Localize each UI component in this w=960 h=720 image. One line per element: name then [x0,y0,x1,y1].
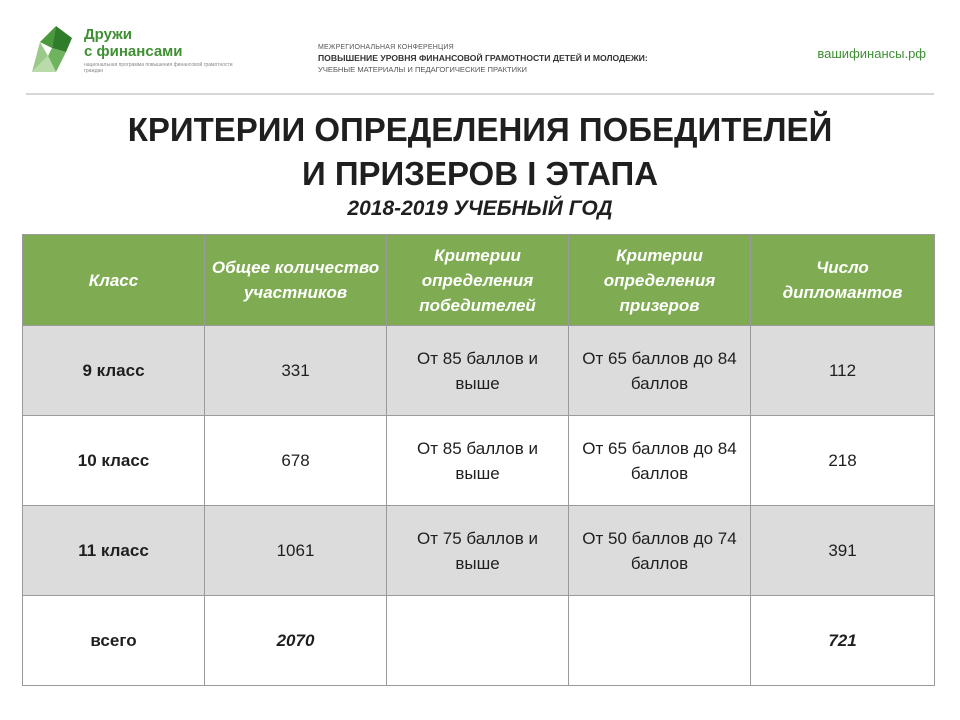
cell-participants: 331 [205,326,387,416]
logo-subtitle: национальная программа повышения финансовой грамотности граждан [84,62,233,74]
cell-prizes: От 50 баллов до 74 баллов [569,506,751,596]
cell-class: всего [23,596,205,686]
conference-line2: ПОВЫШЕНИЕ УРОВНЯ ФИНАНСОВОЙ ГРАМОТНОСТИ ДЕТЕЙ И МОЛОДЕЖИ: [318,53,648,63]
cell-winners: От 75 баллов и выше [387,506,569,596]
conference-info [318,42,758,75]
cell-class: 10 класс [23,416,205,506]
cell-diplomas: 391 [751,506,935,596]
table-row [23,416,935,506]
cell-winners: От 85 баллов и выше [387,416,569,506]
title-line2: И ПРИЗЕРОВ I ЭТАПА [301,155,659,192]
cell-participants: 1061 [205,506,387,596]
horse-logo-icon [26,22,76,76]
table-header-row [23,235,935,326]
cell-winners [387,596,569,686]
header-divider [26,93,934,95]
page-subtitle: 2018-2019 УЧЕБНЫЙ ГОД [347,197,613,220]
cell-diplomas: 218 [751,416,935,506]
column-header-class: Класс [23,235,205,326]
title-line1: КРИТЕРИИ ОПРЕДЕЛЕНИЯ ПОБЕДИТЕЛЕЙ [127,111,833,148]
conference-line1: МЕЖРЕГИОНАЛЬНАЯ КОНФЕРЕНЦИЯ [318,44,454,51]
cell-prizes: От 65 баллов до 84 баллов [569,416,751,506]
cell-class: 11 класс [23,506,205,596]
conference-line3: УЧЕБНЫЕ МАТЕРИАЛЫ И ПЕДАГОГИЧЕСКИЕ ПРАКТИКИ [318,65,527,74]
page-title [0,108,960,196]
logo-name-line2: с финансами [84,43,183,60]
table-row-total [23,596,935,686]
column-header-participants: Общее количество участников [205,235,387,326]
cell-participants: 2070 [205,596,387,686]
cell-participants: 678 [205,416,387,506]
logo [26,22,244,76]
cell-prizes [569,596,751,686]
cell-class: 9 класс [23,326,205,416]
cell-winners: От 85 баллов и выше [387,326,569,416]
table-row [23,506,935,596]
cell-prizes: От 65 баллов до 84 баллов [569,326,751,416]
cell-diplomas: 721 [751,596,935,686]
website-link[interactable]: вашифинансы.рф [817,46,926,61]
criteria-table [22,234,935,686]
logo-name-line1: Дружи [84,26,133,43]
column-header-prizes: Критерии определения призеров [569,235,751,326]
column-header-winners: Критерии определения победителей [387,235,569,326]
cell-diplomas: 112 [751,326,935,416]
column-header-diplomas: Число дипломантов [751,235,935,326]
table-row [23,326,935,416]
